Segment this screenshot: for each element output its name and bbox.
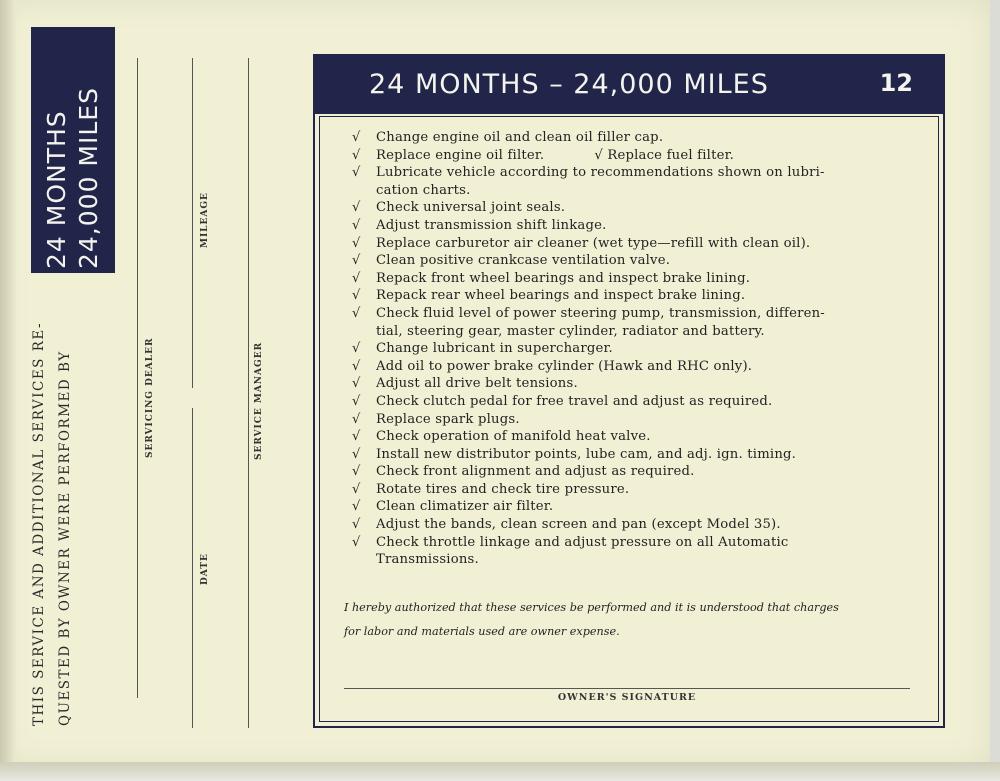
checklist-item xyxy=(350,516,920,534)
checklist-item-text: Adjust transmission shift linkage. xyxy=(376,217,607,233)
check-icon: √ xyxy=(352,499,361,515)
date-label: DATE xyxy=(200,553,210,585)
servicing-dealer-line[interactable] xyxy=(137,58,138,698)
checklist-item xyxy=(350,534,920,569)
checklist-item xyxy=(350,147,920,165)
check-icon: √ xyxy=(352,358,361,374)
check-icon: √ xyxy=(352,481,361,497)
check-icon: √ xyxy=(352,376,361,392)
checklist-item xyxy=(350,217,920,235)
checklist-item-text: Lubricate vehicle according to recommendations shown on lubri- xyxy=(376,165,825,181)
mileage-label: MILEAGE xyxy=(200,192,210,248)
check-icon: √ xyxy=(352,165,361,181)
checklist-item-text: Check throttle linkage and adjust pressure on all Automatic xyxy=(376,534,789,550)
service-manager-label: SERVICE MANAGER xyxy=(254,341,264,460)
checklist-item xyxy=(350,340,920,358)
check-icon: √ xyxy=(352,305,361,321)
checklist-item xyxy=(350,164,920,199)
checklist-item-text: Check universal joint seals. xyxy=(376,200,566,216)
check-icon: √ xyxy=(352,270,361,286)
checklist-item xyxy=(350,270,920,288)
checklist-item xyxy=(350,481,920,499)
checklist-item-continuation: cation charts. xyxy=(376,182,471,198)
service-note xyxy=(26,286,106,726)
owner-signature-label: OWNER'S SIGNATURE xyxy=(557,692,697,703)
authorization-line-1: I hereby authorized that these services be performed and it is understood that charges xyxy=(344,601,839,614)
check-icon: √ xyxy=(594,147,603,163)
checklist-item-text: Adjust the bands, clean screen and pan (except Model 35). xyxy=(376,517,781,533)
service-manager-line[interactable] xyxy=(248,58,249,728)
servicing-dealer-label: SERVICING DEALER xyxy=(145,337,155,458)
checklist-item-text: Change lubricant in supercharger. xyxy=(376,341,613,357)
book-spine xyxy=(0,0,16,768)
checklist-item-text: Check clutch pedal for free travel and adjust as required. xyxy=(376,393,773,409)
checklist-item-continuation: Transmissions. xyxy=(376,552,479,568)
check-icon: √ xyxy=(352,253,361,269)
checklist-item xyxy=(350,393,920,411)
check-icon: √ xyxy=(352,429,361,445)
checklist-item xyxy=(350,358,920,376)
checklist-item-text: Check front alignment and adjust as required. xyxy=(376,464,695,480)
check-icon: √ xyxy=(352,393,361,409)
checklist-item xyxy=(350,235,920,253)
authorization-line-2: for labor and materials used are owner expense. xyxy=(344,625,620,638)
checklist-item-text: Add oil to power brake cylinder (Hawk and RHC only). xyxy=(376,358,753,374)
check-icon: √ xyxy=(352,341,361,357)
checklist-item-continuation: tial, steering gear, master cylinder, radiator and battery. xyxy=(376,323,765,339)
checklist-item-text: Repack front wheel bearings and inspect brake lining. xyxy=(376,270,751,286)
checklist-item xyxy=(350,463,920,481)
checklist-item-text: Install new distributor points, lube cam, and adj. ign. timing. xyxy=(376,446,797,462)
checklist-item xyxy=(350,375,920,393)
interval-tab-text xyxy=(31,27,115,273)
check-icon: √ xyxy=(352,235,361,251)
checklist-item-text: Repack rear wheel bearings and inspect brake lining. xyxy=(376,288,746,304)
checklist-item xyxy=(350,498,920,516)
checklist-item-text: Clean positive crankcase ventilation valve. xyxy=(376,253,671,269)
checklist-item-text: Adjust all drive belt tensions. xyxy=(376,376,578,392)
checklist-item xyxy=(350,446,920,464)
tab-line-1: 24 MONTHS xyxy=(42,110,71,269)
checklist-item xyxy=(350,305,920,340)
checklist-item-text: Replace fuel filter. xyxy=(607,147,735,163)
checklist-item-text: Replace spark plugs. xyxy=(376,411,520,427)
check-icon: √ xyxy=(352,411,361,427)
check-icon: √ xyxy=(352,147,361,163)
check-icon: √ xyxy=(352,217,361,233)
mileage-line[interactable] xyxy=(192,58,193,388)
checklist-item-text: Replace carburetor air cleaner (wet type—refill with clean oil). xyxy=(376,235,811,251)
check-icon: √ xyxy=(352,200,361,216)
page-number: 12 xyxy=(879,69,913,97)
check-icon: √ xyxy=(352,534,361,550)
checklist-item-text: Clean climatizer air filter. xyxy=(376,499,554,515)
checklist-item xyxy=(350,199,920,217)
interval-tab xyxy=(31,27,115,273)
service-note-line-2: QUESTED BY OWNER WERE PERFORMED BY xyxy=(57,350,73,726)
check-icon: √ xyxy=(352,446,361,462)
checklist-item xyxy=(350,428,920,446)
page-bottom-edge xyxy=(0,762,1000,781)
checklist-item-text: Change engine oil and clean oil filler cap. xyxy=(376,130,664,145)
checklist-item xyxy=(350,411,920,429)
checklist xyxy=(350,129,920,569)
check-icon: √ xyxy=(352,288,361,304)
checklist-item xyxy=(350,287,920,305)
service-header xyxy=(315,56,943,114)
checklist-item xyxy=(350,252,920,270)
checklist-item xyxy=(350,129,920,147)
check-icon: √ xyxy=(352,517,361,533)
checklist-item-text: Rotate tires and check tire pressure. xyxy=(376,481,630,497)
service-header-title: 24 MONTHS – 24,000 MILES xyxy=(369,69,769,100)
authorization-statement xyxy=(344,596,924,644)
checklist-item-text: Check fluid level of power steering pump, transmission, differen- xyxy=(376,305,825,321)
service-note-line-1: THIS SERVICE AND ADDITIONAL SERVICES RE- xyxy=(31,321,47,726)
owner-signature-line[interactable] xyxy=(344,688,910,689)
check-icon: √ xyxy=(352,464,361,480)
check-icon: √ xyxy=(352,130,361,145)
date-line[interactable] xyxy=(192,408,193,728)
checklist-item-text: Replace engine oil filter. xyxy=(376,147,545,163)
checklist-item-text: Check operation of manifold heat valve. xyxy=(376,429,651,445)
tab-line-2: 24,000 MILES xyxy=(74,87,103,269)
